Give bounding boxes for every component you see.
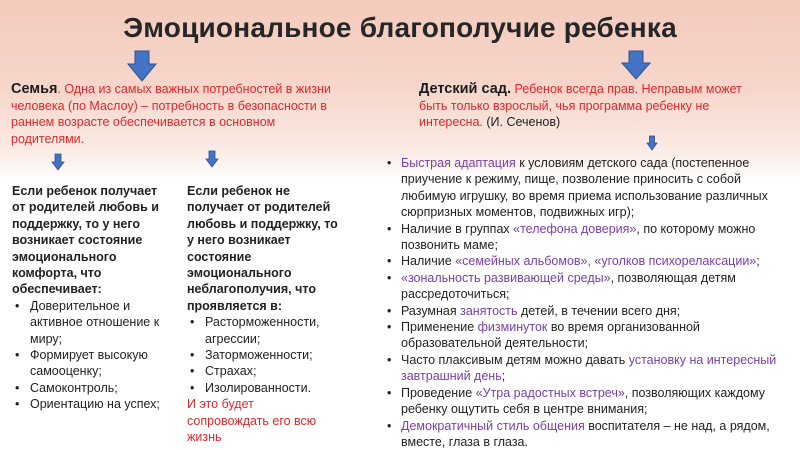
list-item: • Наличие в группах «телефона доверия», по которому можно позвонить маме; [387,221,792,254]
list-item: • Изолированности. [187,380,339,396]
loved-column [12,183,164,413]
list-item: • Доверительное и активное отношение к миру; [12,298,164,347]
list-item: • Разумная занятость детей, в течении всего дня; [387,303,792,319]
family-text: . Одна из самых важных потребностей в жизни человека (по Маслоу) – потребность в безопасности в раннем возрасте обеспечивается в основном родителями. [11,82,331,146]
arrow-down-icon-loved [51,153,65,171]
list-item: • «зональность развивающей среды», позволяющая детям рассредоточиться; [387,270,792,303]
list-item: • Формирует высокую самооценку; [12,347,164,380]
list-item: • Самоконтроль; [12,380,164,396]
arrow-down-icon-kindergarten [621,50,651,80]
list-item: • Применение физминуток во время организованной образовательной деятельности; [387,319,792,352]
unloved-list [187,314,339,396]
arrow-down-icon-kg-list [646,135,658,151]
list-item: • Наличие «семейных альбомов», «уголков психорелаксации»; [387,253,792,269]
kindergarten-heading: Детский сад. [419,81,512,97]
family-paragraph [11,81,351,147]
unloved-column [187,183,339,446]
list-item: • Расторможенности, агрессии; [187,314,339,347]
unloved-intro: Если ребенок не получает от родителей любовь и поддержку, то у него возникает состояние эмоционального неблагополучия, что проявляется в: [187,184,338,313]
kindergarten-text: Ребенок всегда прав. Неправым может быть только взрослый, чья программа ребенку не интересна. [419,82,742,130]
kindergarten-author: (И. Сеченов) [482,115,561,130]
kindergarten-paragraph [419,81,749,131]
list-item: • Заторможенности; [187,347,339,363]
list-item: • Быстрая адаптация к условиям детского сада (постепенное приучение к режиму, пище, позволение приносить с собой любимую игрушку, во время приема использование различных сюрпризных моментов, подвижных игр); [387,155,792,221]
slide-title: Эмоциональное благополучие ребенка [123,12,677,43]
loved-list [12,298,164,413]
kg-column [387,155,792,450]
family-heading: Семья [11,81,58,97]
loved-intro: Если ребенок получает от родителей любовь и поддержку, то у него возникает состояние эмоционального комфорта, что обеспечивает: [12,184,159,297]
list-item: • Часто плаксивым детям можно давать установку на интересный завтрашний день; [387,352,792,385]
list-item: • Демократичный стиль общения воспитателя – не над, а рядом, вместе, глаза в глаза. [387,418,792,450]
kg-list [387,155,792,450]
list-item: • Страхах; [187,363,339,379]
arrow-down-icon-family [127,50,157,82]
list-item: • Проведение «Утра радостных встреч», позволяющих каждому ребенку ощутить себя в центре внимания; [387,385,792,418]
arrow-down-icon-unloved [205,150,219,168]
list-item: • Ориентацию на успех; [12,396,164,412]
unloved-conclusion: И это будет сопровождать его всю жизнь [187,397,317,445]
